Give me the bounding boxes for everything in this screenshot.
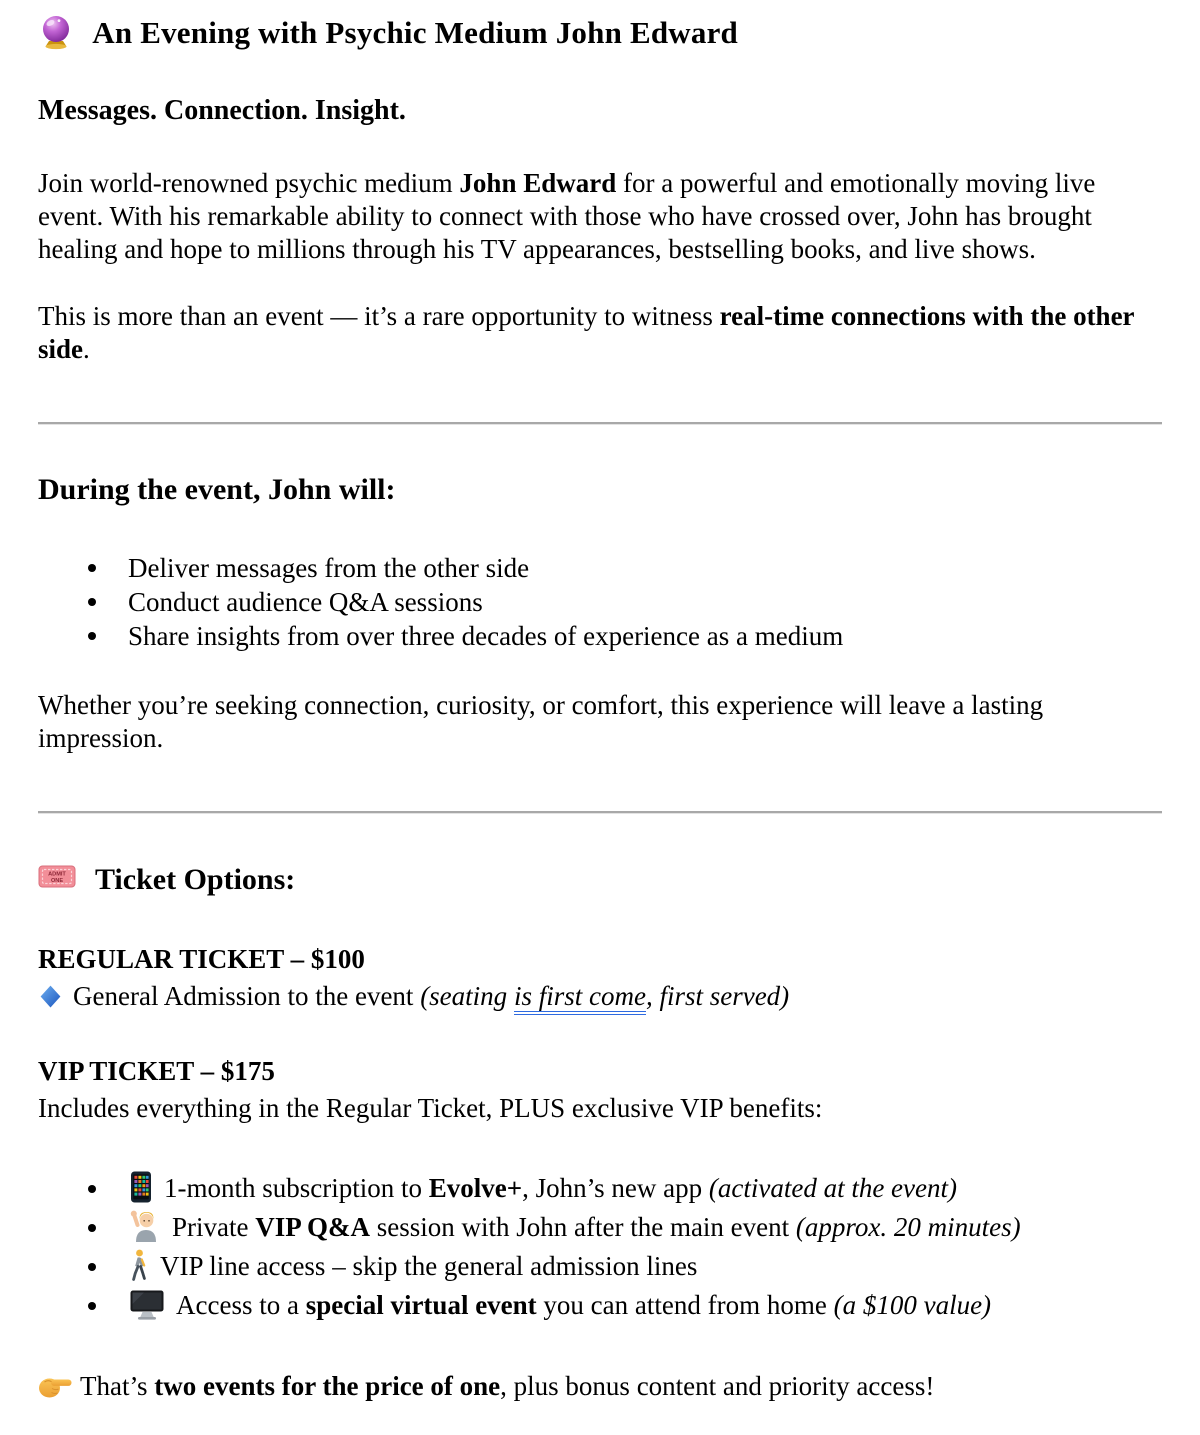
intro-p1-pre: Join world-renowned psychic medium xyxy=(38,168,460,198)
list-item: Deliver messages from the other side xyxy=(88,551,1162,585)
intro-p1-post: for a powerful and emotionally moving live event. With his remarkable ability to connect with those who have crossed over, John has brought healing and hope to millions through his TV appearances, bestselling books, and live shows. xyxy=(38,168,1096,264)
intro-p2-pre: This is more than an event — it’s a rare opportunity to witness xyxy=(38,301,720,331)
vip-benefit-mid: you can attend from home xyxy=(536,1290,834,1320)
footer-bold: two events for the price of one xyxy=(154,1371,501,1401)
ticket-options-heading xyxy=(38,862,1162,897)
list-item: Share insights from over three decades of experience as a medium xyxy=(88,619,1162,653)
list-item xyxy=(88,1169,1162,1208)
intro-p1-bold: John Edward xyxy=(459,168,617,198)
vip-benefit-bold: special virtual event xyxy=(305,1290,537,1320)
desktop-computer-icon xyxy=(130,1290,164,1320)
vip-benefit-bold: VIP Q&A xyxy=(255,1212,370,1242)
ga-line-pre: General Admission to the event xyxy=(73,981,421,1011)
during-section-heading: During the event, John will: xyxy=(38,473,396,506)
during-closing-paragraph: Whether you’re seeking connection, curiosity, or comfort, this experience will leave a lasting impression. xyxy=(38,690,1044,753)
list-item xyxy=(88,1247,1162,1286)
vip-benefit-mid: session with John after the main event xyxy=(369,1212,796,1242)
section-divider-2 xyxy=(38,811,1162,814)
list-item xyxy=(88,1208,1162,1247)
vip-benefit-pre: 1-month subscription to xyxy=(164,1173,429,1203)
vip-benefits-list xyxy=(88,1169,1162,1325)
admission-ticket-icon xyxy=(38,862,76,892)
intro-paragraph-2 xyxy=(38,300,1162,366)
man-raising-hand-icon xyxy=(130,1210,160,1242)
list-item xyxy=(88,1286,1162,1325)
crystal-ball-icon xyxy=(38,14,74,50)
vip-ticket-title: VIP TICKET – $175 xyxy=(38,1056,275,1086)
intro-paragraph-1 xyxy=(38,167,1162,266)
regular-ticket-line xyxy=(38,978,1162,1015)
vip-benefit-bold: Evolve+ xyxy=(428,1173,523,1203)
ga-italic-pre: (seating xyxy=(420,981,514,1011)
intro-p2-bold: real-time connections with the other side xyxy=(38,301,1135,364)
pedestrian-icon xyxy=(130,1249,148,1281)
regular-ticket-title: REGULAR TICKET – $100 xyxy=(38,944,365,974)
pointing-right-icon xyxy=(38,1372,72,1400)
during-bullet-list xyxy=(88,551,1162,653)
ticket-options-heading-text: Ticket Options: xyxy=(94,863,296,896)
mobile-phone-icon xyxy=(130,1171,152,1203)
list-item: Conduct audience Q&A sessions xyxy=(88,585,1162,619)
vip-ticket-subtitle: Includes everything in the Regular Ticket, PLUS exclusive VIP benefits: xyxy=(38,1093,823,1123)
vip-benefit-pre: Access to a xyxy=(176,1290,306,1320)
page-title xyxy=(38,14,1162,51)
ga-line-italic xyxy=(420,981,789,1015)
vip-benefit-mid: , John’s new app xyxy=(522,1173,709,1203)
vip-ticket-block xyxy=(38,1053,1162,1127)
footer-pre: That’s xyxy=(80,1371,155,1401)
page-title-text: An Evening with Psychic Medium John Edward xyxy=(92,15,738,50)
footer-cta-line xyxy=(38,1367,1162,1405)
svg-text:ADMIT: ADMIT xyxy=(48,871,66,878)
grammar-underline-phrase[interactable]: is first come xyxy=(514,981,646,1015)
vip-benefit-italic: (activated at the event) xyxy=(708,1173,958,1203)
intro-p2-post: . xyxy=(83,334,90,364)
vip-benefit-italic: (approx. 20 minutes) xyxy=(795,1212,1021,1242)
vip-benefit-pre: VIP line access – skip the general admission lines xyxy=(160,1251,698,1281)
svg-text:ONE: ONE xyxy=(50,878,64,885)
ga-italic-post: , first served) xyxy=(645,981,790,1011)
tagline: Messages. Connection. Insight. xyxy=(38,95,406,126)
vip-benefit-italic: (a $100 value) xyxy=(833,1290,992,1320)
footer-post: , plus bonus content and priority access! xyxy=(500,1371,935,1401)
small-blue-diamond-icon xyxy=(38,984,63,1009)
vip-benefit-pre: Private xyxy=(172,1212,256,1242)
section-divider-1 xyxy=(38,422,1162,425)
